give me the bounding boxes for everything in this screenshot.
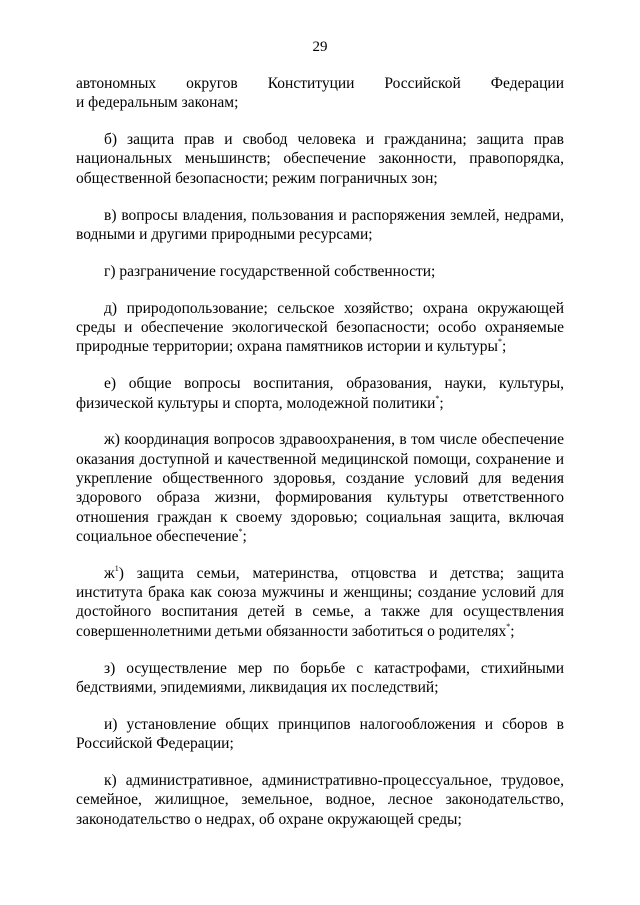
paragraph-text: е) общие вопросы воспитания, образования, науки, культуры, физической культуры и спорта, молодежной политики [76, 375, 564, 412]
page-body [76, 74, 564, 846]
paragraph-i [76, 715, 564, 754]
paragraph-line: и федеральным законам; [76, 94, 239, 112]
footnote-mark: * [238, 526, 243, 536]
paragraph-text: б) защита прав и свобод человека и гражданина; защита прав национальных меньшинств; обеспечение законности, правопорядка, общественной безопасности; режим пограничных зон; [76, 131, 564, 187]
paragraph-continuation [76, 74, 564, 113]
paragraph-prefix: ж [104, 564, 115, 582]
item-superscript: 1 [114, 563, 119, 573]
paragraph-text: г) разграничение государственной собственности; [104, 262, 436, 280]
paragraph-z [76, 659, 564, 698]
paragraph-e [76, 374, 564, 413]
paragraph-text: ) защита семьи, материнства, отцовства и детства; защита института брака как союза мужчины и женщины; создание условий для достойного воспитания детей в семье, а также для осуществления совершеннолетними детьми обязанности заботиться о родителях [76, 564, 564, 640]
paragraph-end: ; [439, 394, 444, 412]
page-number: 29 [312, 39, 328, 55]
paragraph-v [76, 206, 564, 245]
paragraph-text: к) административное, административно-процессуальное, трудовое, семейное, жилищное, земельное, водное, лесное законодательство, законодательство о недрах, об охране окружающей среды; [76, 771, 564, 828]
paragraph-b [76, 130, 564, 188]
footnote-mark: * [435, 393, 440, 403]
paragraph-end: ; [510, 622, 515, 640]
paragraph-text: и) установление общих принципов налогообложения и сборов в Российской Федерации; [76, 715, 564, 753]
paragraph-text: з) осуществление мер по борьбе с катастрофами, стихийными бедствиями, эпидемиями, ликвидация их последствий; [76, 659, 564, 696]
paragraph-text: в) вопросы владения, пользования и распоряжения землей, недрами, водными и другими природными ресурсами; [76, 206, 564, 243]
paragraph-text: ж) координация вопросов здравоохранения, в том числе обеспечение оказания доступной и качественной медицинской помощи, сохранение и укрепление общественного здоровья, создание условий для ведения здорового образа жизни, формирования культуры ответственного отношения граждан к своему здоровью; социальная защита, включая социальное обеспечение [76, 431, 564, 545]
footnote-mark: * [506, 621, 511, 631]
paragraph-end: ; [501, 338, 507, 356]
paragraph-d [76, 299, 564, 357]
paragraph-zh [76, 430, 564, 546]
paragraph-g [76, 262, 564, 281]
paragraph-k [76, 771, 564, 829]
footnote-mark: * [497, 337, 502, 347]
paragraph-line: автономных округов Конституции Российской Федерации [76, 75, 564, 92]
paragraph-text: д) природопользование; сельское хозяйство; охрана окружающей среды и обеспечение экологической безопасности; особо охраняемые природные территории; охрана памятников истории и культуры [76, 299, 564, 356]
paragraph-zh1 [76, 564, 564, 641]
paragraph-end: ; [242, 527, 247, 545]
